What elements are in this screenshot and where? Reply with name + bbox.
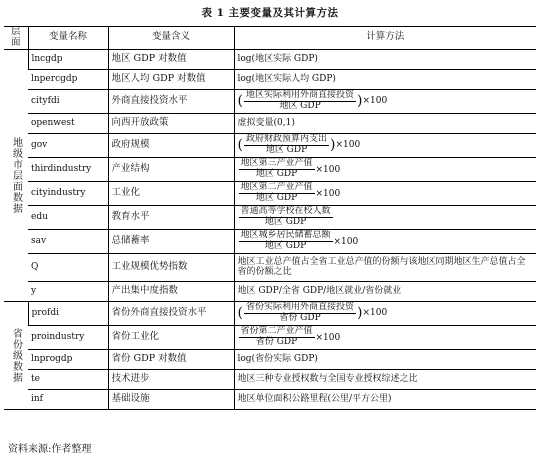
multiplier: ×100	[315, 332, 341, 343]
variable-meaning: 省份工业化	[108, 325, 234, 349]
fraction-denominator: 地区 GDP	[255, 193, 298, 204]
variable-meaning: 政府规模	[108, 133, 234, 157]
calculation-method	[234, 157, 536, 181]
header-meaning: 变量含义	[108, 27, 234, 50]
variable-name: proindustry	[28, 325, 108, 349]
multiplier: ×100	[335, 140, 361, 151]
variable-name: gov	[28, 133, 108, 157]
calculation-method	[234, 229, 536, 253]
variables-table	[4, 26, 536, 410]
table-row	[4, 181, 536, 205]
variable-name: openwest	[28, 113, 108, 133]
calculation-method	[234, 133, 536, 157]
level-cell-province: 省份级数据	[4, 301, 28, 409]
fraction-denominator: 地区 GDP	[265, 144, 308, 155]
table-row	[4, 157, 536, 181]
left-paren: (	[237, 137, 243, 154]
fraction-numerator: 普通高等学校在校人数	[240, 206, 331, 217]
variable-name: Q	[28, 253, 108, 281]
fraction	[244, 91, 356, 112]
fraction	[239, 231, 333, 252]
multiplier: ×100	[362, 96, 388, 107]
fraction-numerator: 省份实际利用外商直接投资	[245, 301, 354, 312]
variable-meaning: 技术进步	[108, 369, 234, 389]
table-row	[4, 349, 536, 369]
variable-meaning: 产业结构	[108, 157, 234, 181]
fraction-numerator: 省份第二产业产值	[240, 326, 313, 337]
calculation-method: 虚拟变量(0,1)	[234, 113, 536, 133]
level-cell-city: 地级市层面数据	[4, 49, 28, 301]
table-row	[4, 325, 536, 349]
table-row	[4, 69, 536, 89]
table-row	[4, 229, 536, 253]
variable-name: inf	[28, 389, 108, 409]
fraction	[239, 183, 315, 204]
fraction-denominator: 地区 GDP	[279, 100, 321, 111]
multiplier: ×100	[333, 236, 359, 247]
table-row	[4, 205, 536, 229]
left-paren: (	[237, 93, 243, 110]
variable-name: lnpercgdp	[28, 69, 108, 89]
right-paren: )	[356, 305, 363, 322]
fraction-denominator: 地区 GDP	[264, 241, 307, 252]
table-row	[4, 113, 536, 133]
calculation-method	[234, 301, 536, 325]
variable-meaning: 教育水平	[108, 205, 234, 229]
fraction-numerator: 地区城乡居民储蓄总额	[240, 230, 331, 241]
fraction-denominator: 地区 GDP	[264, 217, 307, 228]
fraction	[239, 327, 315, 348]
fraction	[239, 159, 315, 180]
calculation-method: 地区工业总产值占全省工业总产值的份额与该地区同期地区生产总值占全省的份额之比	[234, 253, 536, 281]
variable-name: cityindustry	[28, 181, 108, 205]
fraction-denominator: 地区 GDP	[255, 169, 298, 180]
calculation-method: log(地区实际 GDP)	[234, 49, 536, 69]
variable-name: sav	[28, 229, 108, 253]
table-row	[4, 301, 536, 325]
variable-meaning: 省份 GDP 对数值	[108, 349, 234, 369]
table-row	[4, 49, 536, 69]
header-name: 变量名称	[28, 27, 108, 50]
multiplier: ×100	[362, 308, 388, 319]
calculation-method	[234, 181, 536, 205]
calculation-method	[234, 89, 536, 113]
variable-meaning: 向西开放政策	[108, 113, 234, 133]
calculation-method: log(地区实际人均 GDP)	[234, 69, 536, 89]
calculation-method: 地区单位面积公路里程(公里/平方公里)	[234, 389, 536, 409]
variable-meaning: 地区 GDP 对数值	[108, 49, 234, 69]
calculation-method: 地区 GDP/全省 GDP/地区就业/省份就业	[234, 281, 536, 301]
variable-meaning: 工业规模优势指数	[108, 253, 234, 281]
variable-name: y	[28, 281, 108, 301]
variable-meaning: 省份外商直接投资水平	[108, 301, 234, 325]
variable-meaning: 总储蓄率	[108, 229, 234, 253]
right-paren: )	[356, 93, 363, 110]
calculation-method: log(省份实际 GDP)	[234, 349, 536, 369]
right-paren: )	[329, 137, 336, 154]
fraction	[244, 135, 329, 156]
variable-meaning: 基础设施	[108, 389, 234, 409]
variable-meaning: 外商直接投资水平	[108, 89, 234, 113]
variable-name: te	[28, 369, 108, 389]
fraction-numerator: 政府财政预算内支出	[245, 133, 327, 144]
multiplier: ×100	[315, 188, 341, 199]
calculation-method	[234, 325, 536, 349]
variable-name: lnprogdp	[28, 349, 108, 369]
header-method: 计算方法	[234, 27, 536, 50]
fraction-numerator: 地区实际利用外商直接投资	[245, 89, 354, 100]
table-row	[4, 253, 536, 281]
table-row	[4, 281, 536, 301]
fraction-numerator: 地区第三产业产值	[240, 158, 313, 169]
table-row	[4, 133, 536, 157]
multiplier: ×100	[315, 164, 341, 175]
fraction	[244, 303, 356, 324]
variable-name: profdi	[28, 301, 108, 325]
variable-meaning: 工业化	[108, 181, 234, 205]
left-paren: (	[237, 305, 243, 322]
fraction	[239, 207, 333, 228]
fraction-numerator: 地区第二产业产值	[240, 182, 313, 193]
variable-name: cityfdi	[28, 89, 108, 113]
source-note: 资料来源:作者整理	[8, 444, 92, 455]
calculation-method: 地区三种专业授权数与全国专业授权综述之比	[234, 369, 536, 389]
variable-name: thirdindustry	[28, 157, 108, 181]
table-header-row	[4, 27, 536, 50]
table-caption: 表 1 主要变量及其计算方法	[201, 7, 339, 19]
variable-meaning: 产出集中度指数	[108, 281, 234, 301]
fraction-denominator: 省份 GDP	[255, 337, 298, 348]
variable-name: lncgdp	[28, 49, 108, 69]
variable-name: edu	[28, 205, 108, 229]
table-row	[4, 389, 536, 409]
table-row	[4, 89, 536, 113]
fraction-denominator: 省份 GDP	[279, 312, 321, 323]
variable-meaning: 地区人均 GDP 对数值	[108, 69, 234, 89]
calculation-method	[234, 205, 536, 229]
table-row	[4, 369, 536, 389]
header-level: 层面	[4, 27, 28, 50]
